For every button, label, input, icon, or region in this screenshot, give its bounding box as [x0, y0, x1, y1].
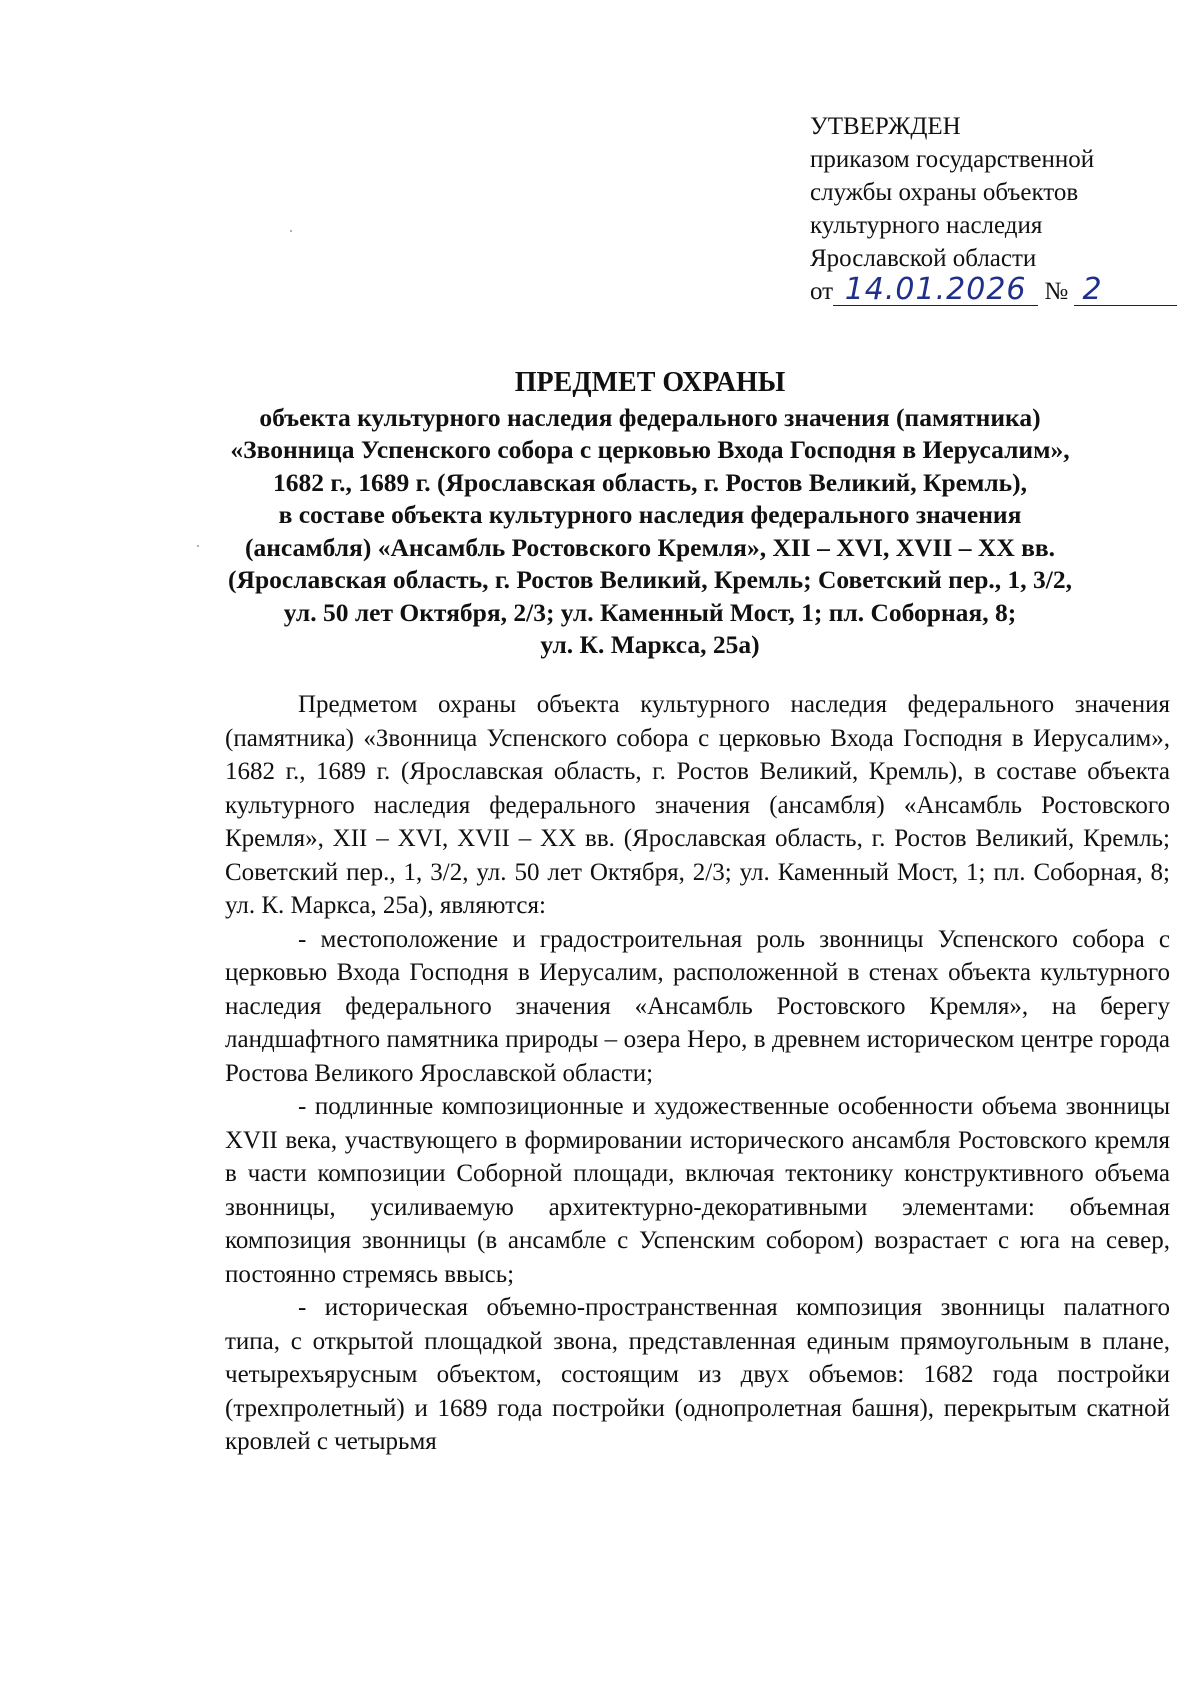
- header-line: в составе объекта культурного наследия федерального значения: [278, 500, 1022, 529]
- handwritten-date: 14.01.2026: [833, 275, 1038, 306]
- header-line: 1682 г., 1689 г. (Ярославская область, г. Ростов Великий, Кремль),: [273, 467, 1027, 497]
- approval-heading: УТВЕРЖДЕН: [810, 113, 961, 140]
- header-line: (Ярославская область, г. Ростов Великий, Кремль; Советский пер., 1, 3/2,: [228, 565, 1072, 594]
- number-sign: №: [1044, 278, 1069, 305]
- header-line: ул. К. Маркса, 25а): [540, 630, 760, 659]
- list-item: - историческая объемно-пространственная композиция звонницы палатного типа, с открытой площадкой звона, представленная единым прямоугольным в плане, четырехъярусным объектом, состоящим из двух объемов: 1682 года постройки (трехпролетный) и 1689 года постройки (однопролетная башня), перекрытым скатной кровлей с четырьмя: [225, 1294, 1170, 1455]
- header-line: «Звонница Успенского собора с церковью Входа Господня в Иерусалим»,: [230, 435, 1070, 464]
- approval-line: Ярославской области: [810, 245, 1037, 272]
- approval-line: культурного наследия: [810, 212, 1043, 239]
- date-prefix: от: [810, 278, 834, 305]
- scan-speck: [197, 545, 199, 547]
- document-body: [225, 688, 1170, 1459]
- list-item: - подлинные композиционные и художественные особенности объема звонницы XVII века, участвующего в формировании исторического ансамбля Ростовского кремля в части композиции Соборной площади, включая тектонику конструктивного объема звонницы, усиливаемую архитектурно-декоративными элементами: объемная композиция звонницы (в ансамбле с Успенским собором) возрастает с юга на север, постоянно стремясь ввысь;: [225, 1093, 1170, 1288]
- intro-paragraph: Предметом охраны объекта культурного наследия федерального значения (памятника) «Звонница Успенского собора с церковью Входа Господня в Иерусалим», 1682 г., 1689 г. (Ярославская область, г. Ростов Великий, Кремль), в составе объекта культурного наследия федерального значения (ансамбля) «Ансамбль Ростовского Кремля», XII – XVI, XVII – XX вв. (Ярославская область, г. Ростов Великий, Кремль; Советский пер., 1, 3/2, ул. 50 лет Октября, 2/3; ул. Каменный Мост, 1; пл. Соборная, 8; ул. К. Маркса, 25а), являются:: [225, 691, 1170, 919]
- handwritten-number: 2: [1074, 275, 1177, 306]
- approval-block: [810, 110, 1177, 308]
- header-line: (ансамбля) «Ансамбль Ростовского Кремля», XII – XVI, XVII – XX вв.: [244, 532, 1056, 562]
- document-header: [150, 367, 1150, 662]
- approval-line: приказом государственной: [810, 146, 1095, 173]
- approval-line: службы охраны объектов: [810, 179, 1079, 206]
- approval-date-line: [810, 272, 1177, 308]
- header-line: объекта культурного наследия федерального значения (памятника): [259, 402, 1041, 432]
- document-title: ПРЕДМЕТ ОХРАНЫ: [514, 367, 786, 398]
- list-item: - местоположение и градостроительная роль звонницы Успенского собора с церковью Входа Господня в Иерусалим, расположенной в стенах объекта культурного наследия федерального значения «Ансамбль Ростовского Кремля», на берегу ландшафтного памятника природы – озера Неро, в древнем историческом центре города Ростова Великого Ярославской области;: [225, 925, 1170, 1087]
- header-line: ул. 50 лет Октября, 2/3; ул. Каменный Мост, 1; пл. Соборная, 8;: [283, 597, 1017, 627]
- scan-speck: [290, 230, 292, 232]
